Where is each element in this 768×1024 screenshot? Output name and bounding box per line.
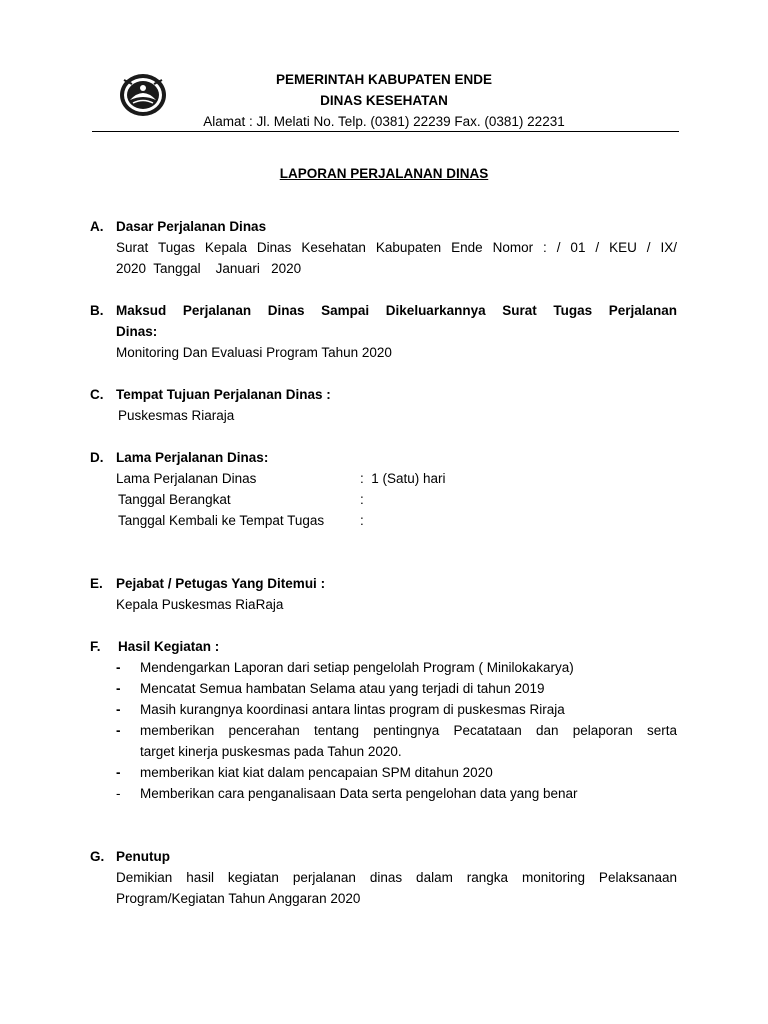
section-f-heading: Hasil Kegiatan : (118, 639, 220, 654)
section-e-body: Kepala Puskesmas RiaRaja (116, 597, 284, 612)
departure-date-value: : (360, 492, 364, 507)
list-item: memberikan pencerahan tentang pentingnya Pecatataan dan pelaporan serta (140, 723, 677, 738)
list-bullet: - (116, 786, 121, 801)
list-bullet: - (116, 765, 121, 780)
section-f-letter: F. (90, 639, 101, 654)
section-g-line-2: Program/Kegiatan Tahun Anggaran 2020 (116, 891, 361, 906)
section-b-letter: B. (90, 303, 104, 318)
list-item: Mendengarkan Laporan dari setiap pengelolah Program ( Minilokakarya) (140, 660, 574, 675)
list-item: Mencatat Semua hambatan Selama atau yang terjadi di tahun 2019 (140, 681, 545, 696)
agency-name: PEMERINTAH KABUPATEN ENDE (275, 72, 492, 87)
list-item: memberikan kiat kiat dalam pencapaian SPM ditahun 2020 (140, 765, 493, 780)
section-b-heading-line-2: Dinas: (116, 324, 158, 339)
section-d-letter: D. (90, 450, 104, 465)
return-date-label: Tanggal Kembali ke Tempat Tugas (118, 513, 325, 528)
section-b-heading-line-1: Maksud Perjalanan Dinas Sampai Dikeluarkannya Surat Tugas Perjalanan (116, 303, 677, 318)
agency-address: Alamat : Jl. Melati No. Telp. (0381) 22239 Fax. (0381) 22231 (203, 114, 565, 129)
list-bullet: - (116, 660, 121, 675)
section-g-heading: Penutup (116, 849, 170, 864)
list-item-continuation: target kinerja puskesmas pada Tahun 2020. (140, 744, 402, 759)
return-date-value: : (360, 513, 364, 528)
list-bullet: - (116, 702, 121, 717)
list-bullet: - (116, 723, 121, 738)
list-bullet: - (116, 681, 121, 696)
section-a-line-1: Surat Tugas Kepala Dinas Kesehatan Kabupaten Ende Nomor : / 01 / KEU / IX/ (116, 240, 677, 255)
section-c-letter: C. (90, 387, 104, 402)
section-a-heading: Dasar Perjalanan Dinas (116, 219, 267, 234)
header-divider (92, 131, 679, 132)
department-name: DINAS KESEHATAN (320, 93, 448, 108)
list-item: Masih kurangnya koordinasi antara lintas program di puskesmas Riraja (140, 702, 565, 717)
duration-label: Lama Perjalanan Dinas (116, 471, 257, 486)
section-a-line-2: 2020 Tanggal Januari 2020 (116, 261, 302, 276)
section-a-letter: A. (90, 219, 104, 234)
duration-value: : 1 (Satu) hari (360, 471, 446, 486)
section-c-heading: Tempat Tujuan Perjalanan Dinas : (116, 387, 331, 402)
section-d-heading: Lama Perjalanan Dinas: (116, 450, 269, 465)
report-title: LAPORAN PERJALANAN DINAS (279, 166, 489, 181)
section-e-heading: Pejabat / Petugas Yang Ditemui : (116, 576, 326, 591)
section-e-letter: E. (90, 576, 103, 591)
section-g-letter: G. (90, 849, 105, 864)
list-item: Memberikan cara penganalisaan Data serta pengelohan data yang benar (140, 786, 578, 801)
section-c-body: Puskesmas Riaraja (118, 408, 235, 423)
section-g-line-1: Demikian hasil kegiatan perjalanan dinas dalam rangka monitoring Pelaksanaan (116, 870, 677, 885)
departure-date-label: Tanggal Berangkat (118, 492, 231, 507)
section-b-body: Monitoring Dan Evaluasi Program Tahun 2020 (116, 345, 392, 360)
